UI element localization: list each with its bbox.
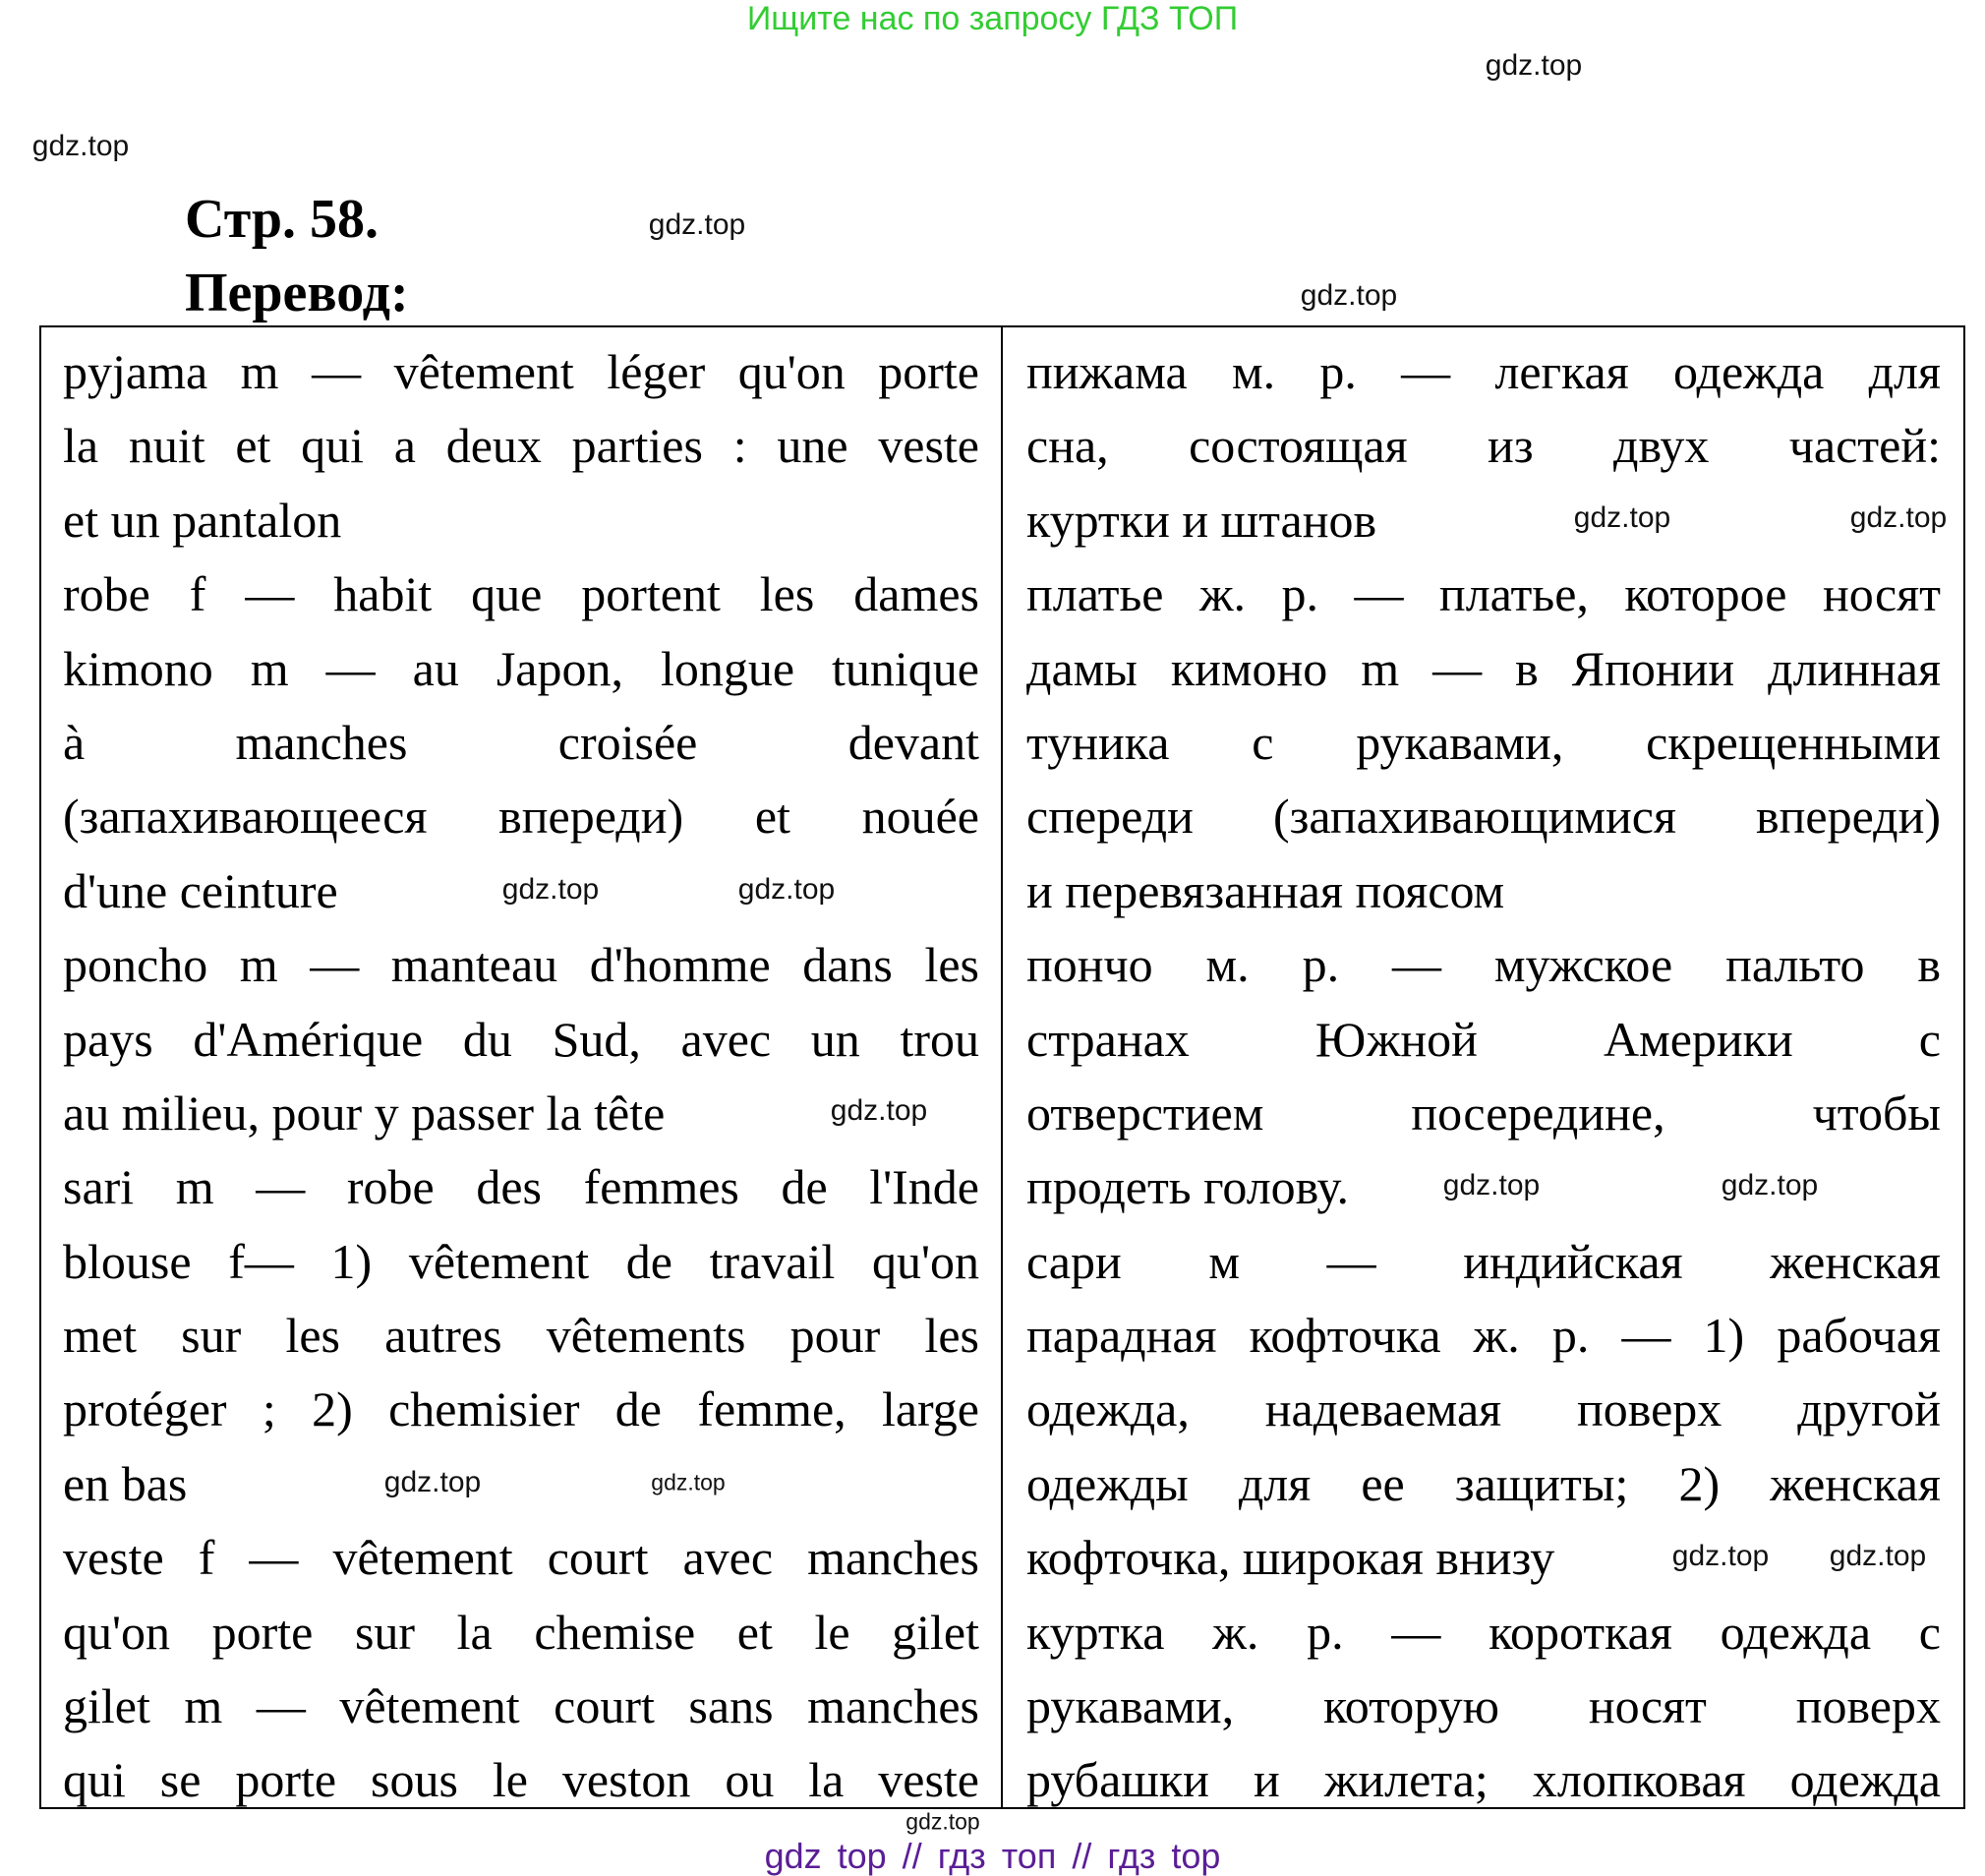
russian-line: туника с рукавами, скрещенными (1026, 714, 1941, 770)
promo-banner: Ищите нас по запросу ГДЗ ТОП (746, 0, 1239, 37)
russian-line: рукавами, которую носят поверх (1026, 1678, 1941, 1734)
russian-line: парадная кофточка ж. р. — 1) рабочая (1026, 1308, 1941, 1364)
french-line: et un pantalon (63, 492, 342, 548)
watermark: gdz.top (1721, 1169, 1819, 1202)
french-line: kimono m — au Japon, longue tunique (63, 640, 979, 696)
watermark: gdz.top (383, 1466, 482, 1498)
russian-line: и перевязанная поясом (1026, 862, 1505, 918)
french-column (63, 335, 979, 1818)
russian-line: спереди (запахивающимися впереди) (1026, 789, 1941, 845)
watermark: gdz.top (1573, 501, 1671, 534)
russian-line: куртка ж. р. — короткая одежда с (1026, 1604, 1941, 1660)
french-line: robe f — habit que portent les dames (63, 566, 979, 622)
french-line: (запахивающееся впереди) et nouée (63, 789, 979, 845)
russian-line: одежды для ее защиты; 2) женская (1026, 1455, 1941, 1511)
french-line: à manches croisée devant (63, 714, 979, 770)
watermark: gdz.top (501, 873, 600, 906)
russian-line: дамы кимоно m — в Японии длинная (1026, 640, 1941, 696)
russian-line: отверстием посередине, чтобы (1026, 1085, 1941, 1141)
russian-line: пижама м. р. — легкая одежда для (1026, 344, 1941, 399)
page-title: Стр. 58. (185, 189, 379, 250)
russian-line: сна, состоящая из двух частей: (1026, 418, 1941, 474)
watermark: gdz.top (830, 1094, 928, 1127)
footer-links: gdz top // гдз топ // гдз top (764, 1836, 1221, 1876)
translation-table (39, 325, 1965, 1809)
french-line: blouse f— 1) vêtement de travail qu'on (63, 1233, 979, 1289)
watermark: gdz.top (905, 1808, 980, 1835)
russian-line: кофточка, широкая внизу (1026, 1530, 1555, 1586)
french-line: qui se porte sous le veston ou la veste (63, 1752, 979, 1808)
french-line: protéger ; 2) chemisier de femme, large (63, 1381, 979, 1437)
russian-line: продеть голову. (1026, 1159, 1350, 1215)
russian-line: платье ж. р. — платье, которое носят (1026, 566, 1941, 622)
watermark: gdz.top (1671, 1540, 1770, 1572)
russian-line: сари м — индийская женская (1026, 1233, 1941, 1289)
watermark: gdz.top (1300, 279, 1398, 312)
watermark: gdz.top (737, 873, 836, 906)
russian-line: странах Южной Америки с (1026, 1011, 1941, 1067)
watermark: gdz.top (1849, 501, 1948, 534)
french-line: gilet m — vêtement court sans manches (63, 1678, 979, 1734)
french-line: la nuit et qui a deux parties : une veste (63, 418, 979, 474)
french-line: pays d'Amérique du Sud, avec un trou (63, 1011, 979, 1067)
french-line: pyjama m — vêtement léger qu'on porte (63, 344, 979, 399)
russian-column (1026, 335, 1941, 1818)
column-divider (1001, 327, 1003, 1807)
watermark: gdz.top (648, 208, 746, 241)
russian-line: одежда, надеваемая поверх другой (1026, 1381, 1941, 1437)
french-line: au milieu, pour y passer la tête (63, 1085, 666, 1141)
watermark: gdz.top (651, 1469, 726, 1495)
section-title: Перевод: (185, 263, 409, 323)
russian-line: куртки и штанов (1026, 492, 1377, 548)
french-line: met sur les autres vêtements pour les (63, 1308, 979, 1364)
watermark: gdz.top (1829, 1540, 1927, 1572)
french-line: veste f — vêtement court avec manches (63, 1530, 979, 1586)
watermark: gdz.top (1485, 49, 1583, 82)
french-line: d'une ceinture (63, 862, 338, 918)
watermark: gdz.top (1442, 1169, 1541, 1202)
french-line: en bas (63, 1455, 188, 1511)
french-line: sari m — robe des femmes de l'Inde (63, 1159, 979, 1215)
russian-line: пончо м. р. — мужское пальто в (1026, 937, 1941, 993)
french-line: qu'on porte sur la chemise et le gilet (63, 1604, 979, 1660)
french-line: poncho m — manteau d'homme dans les (63, 937, 979, 993)
watermark: gdz.top (31, 130, 130, 162)
russian-line: рубашки и жилета; хлопковая одежда (1026, 1752, 1941, 1808)
